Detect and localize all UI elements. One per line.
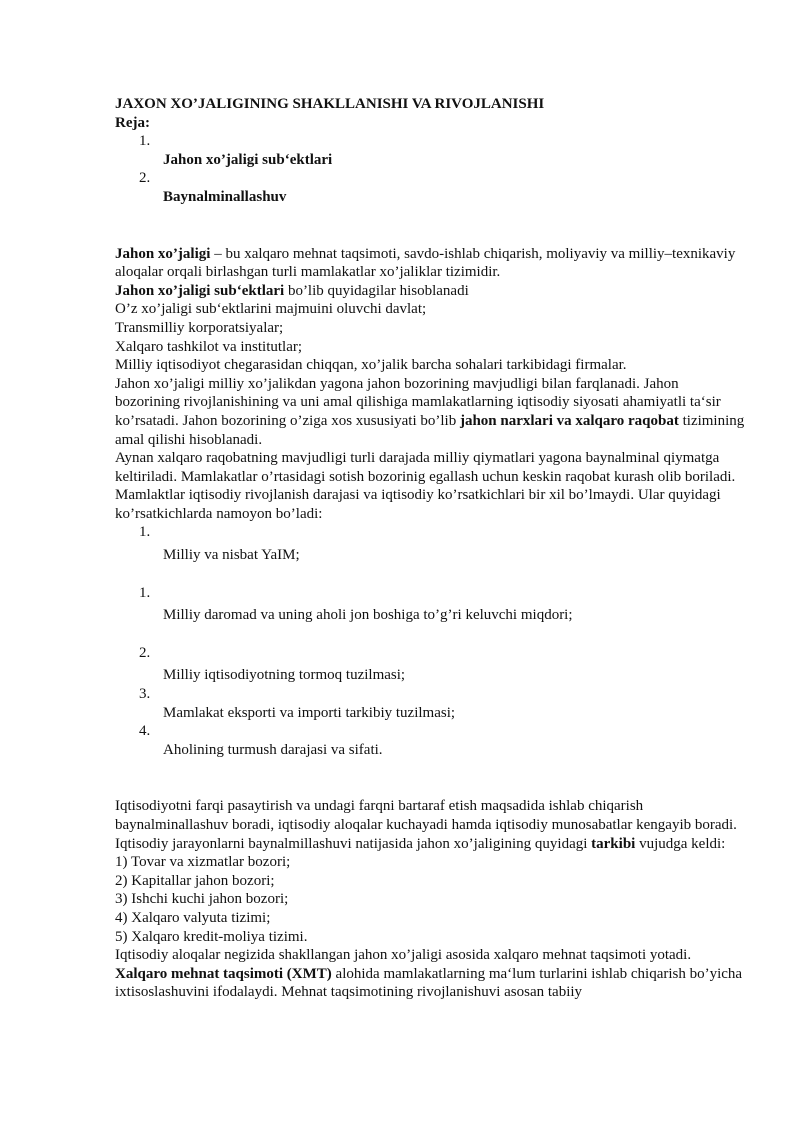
indicator-number: 3. (139, 686, 151, 703)
term-bold: Jahon xo’jaligi (115, 245, 211, 262)
paragraph-text: alohida mamlakatlarning ma‘lum turlarini ishlab chiqarish bo’yicha ixtisoslashuvini ifodalaydi. Mehnat taqsimotining rivojlanishuvi asosan tabiiy (115, 965, 743, 1001)
plan-item-number: 1. (139, 133, 151, 150)
structure-line: 5) Xalqaro kredit-moliya tizimi. (115, 928, 308, 945)
indicator-text: Aholining turmush darajasi va sifati. (163, 741, 383, 758)
paragraph-text: Jahon xo’jaligi milliy xo’jalikdan yagona jahon bozorining mavjudligi bilan farqlanadi. Jahon bozorining rivojlanishining va uni amal qilishiga mamlakatlarning iqtisodiy siyosati ahamiyatli ta‘sir ko’rsatadi. Jahon bozorining o’ziga xos xususiyati bo’lib (115, 375, 721, 429)
structure-line: 2) Kapitallar jahon bozori; (115, 872, 275, 889)
subject-line: Xalqaro tashkilot va institutlar; (115, 338, 303, 355)
indicator-item (115, 644, 745, 685)
plan-item (115, 132, 745, 169)
indicator-item (115, 584, 745, 644)
indicator-text: Milliy iqtisodiyotning tormoq tuzilmasi; (163, 667, 406, 684)
indicator-number: 1. (139, 584, 151, 601)
term-bold: tarkibi (591, 835, 636, 852)
indicator-text: Mamlakat eksporti va importi tarkibiy tuzilmasi; (163, 704, 456, 721)
structure-line: 1) Tovar va xizmatlar bozori; (115, 854, 291, 871)
integration-paragraph: Iqtisodiyotni farqi pasaytirish va undagi farqni bartaraf etish maqsadida ishlab chiqarish baynalminallashuv boradi, iqtisodiy aloqalar kuchayadi hamda iqtisodiy munosabatlar kengayib boradi. (115, 798, 737, 833)
subjects-intro (115, 282, 745, 301)
competition-paragraph: Aynan xalqaro raqobatning mavjudligi turli darajada milliy qiymatlari yagona baynalminal qiymatga keltiriladi. Mamlakatlar o’rtasidagi sotish bozorinig egallash uchun keskin raqobat kurash olib boriladi. (115, 450, 736, 485)
subject-line: O’z xo’jaligi sub‘ektlarini majmuini oluvchi davlat; (115, 301, 427, 318)
indicator-item (115, 722, 745, 759)
indicator-item (115, 685, 745, 722)
plan-item-text: Baynalminallashuv (163, 188, 287, 205)
plan-list (115, 132, 745, 206)
world-market-paragraph (115, 375, 745, 449)
indicator-number: 2. (139, 644, 151, 661)
indicator-list (115, 523, 745, 759)
plan-item-number: 2. (139, 170, 151, 187)
structure-line: 3) Ishchi kuchi jahon bozori; (115, 891, 289, 908)
definition-paragraph (115, 245, 745, 282)
paragraph-text: Iqtisodiy jarayonlarni baynalmillashuvi natijasida jahon xo’jaligining quyidagi (115, 835, 592, 852)
indicator-number: 1. (139, 524, 151, 541)
indicator-text: Milliy daromad va uning aholi jon boshiga to’g’ri keluvchi miqdori; (163, 607, 573, 624)
structure-line: 4) Xalqaro valyuta tizimi; (115, 909, 271, 926)
document-title: JAXON XO’JALIGINING SHAKLLANISHI VA RIVOJLANISHI (115, 96, 545, 112)
term-bold: Jahon xo’jaligi sub‘ektlari (115, 282, 285, 299)
paragraph-text: vujudga keldi: (635, 835, 726, 852)
plan-item-text: Jahon xo’jaligi sub‘ektlari (163, 151, 333, 168)
indicator-number: 4. (139, 723, 151, 740)
term-bold: jahon narxlari va xalqaro raqobat (459, 412, 679, 429)
indicator-item (115, 523, 745, 583)
subject-line: Transmilliy korporatsiyalar; (115, 319, 284, 336)
subject-line: Milliy iqtisodiyot chegarasidan chiqqan, xo’jalik barcha sohalari tarkibidagi firmalar. (115, 357, 627, 374)
term-bold: Xalqaro mehnat taqsimoti (XMT) (115, 965, 332, 982)
document-page (115, 95, 745, 1002)
paragraph-text: tizimining amal qilishi hisoblanadi. (115, 412, 745, 448)
xmt-paragraph (115, 965, 745, 1002)
plan-item (115, 169, 745, 206)
division-paragraph: Iqtisodiy aloqalar negizida shakllangan jahon xo’jaligi asosida xalqaro mehnat taqsimoti yotadi. (115, 947, 692, 964)
indicators-intro: Mamlaktlar iqtisodiy rivojlanish darajasi va iqtisodiy ko’rsatkichlari bir xil bo’lmaydi. Ular quyidagi ko’rsatkichlarda namoyon bo’ladi: (115, 487, 721, 522)
paragraph-text: – bu xalqaro mehnat taqsimoti, savdo-ishlab chiqarish, moliyaviy va milliy–texnikaviy aloqalar orqali birlashgan turli mamlakatlar xo’jaliklar tizimidir. (115, 245, 736, 281)
structure-intro (115, 835, 745, 854)
indicator-text: Milliy va nisbat YaIM; (163, 547, 300, 564)
paragraph-text: bo’lib quyidagilar hisoblanadi (284, 282, 469, 299)
plan-label: Reja: (115, 114, 150, 131)
